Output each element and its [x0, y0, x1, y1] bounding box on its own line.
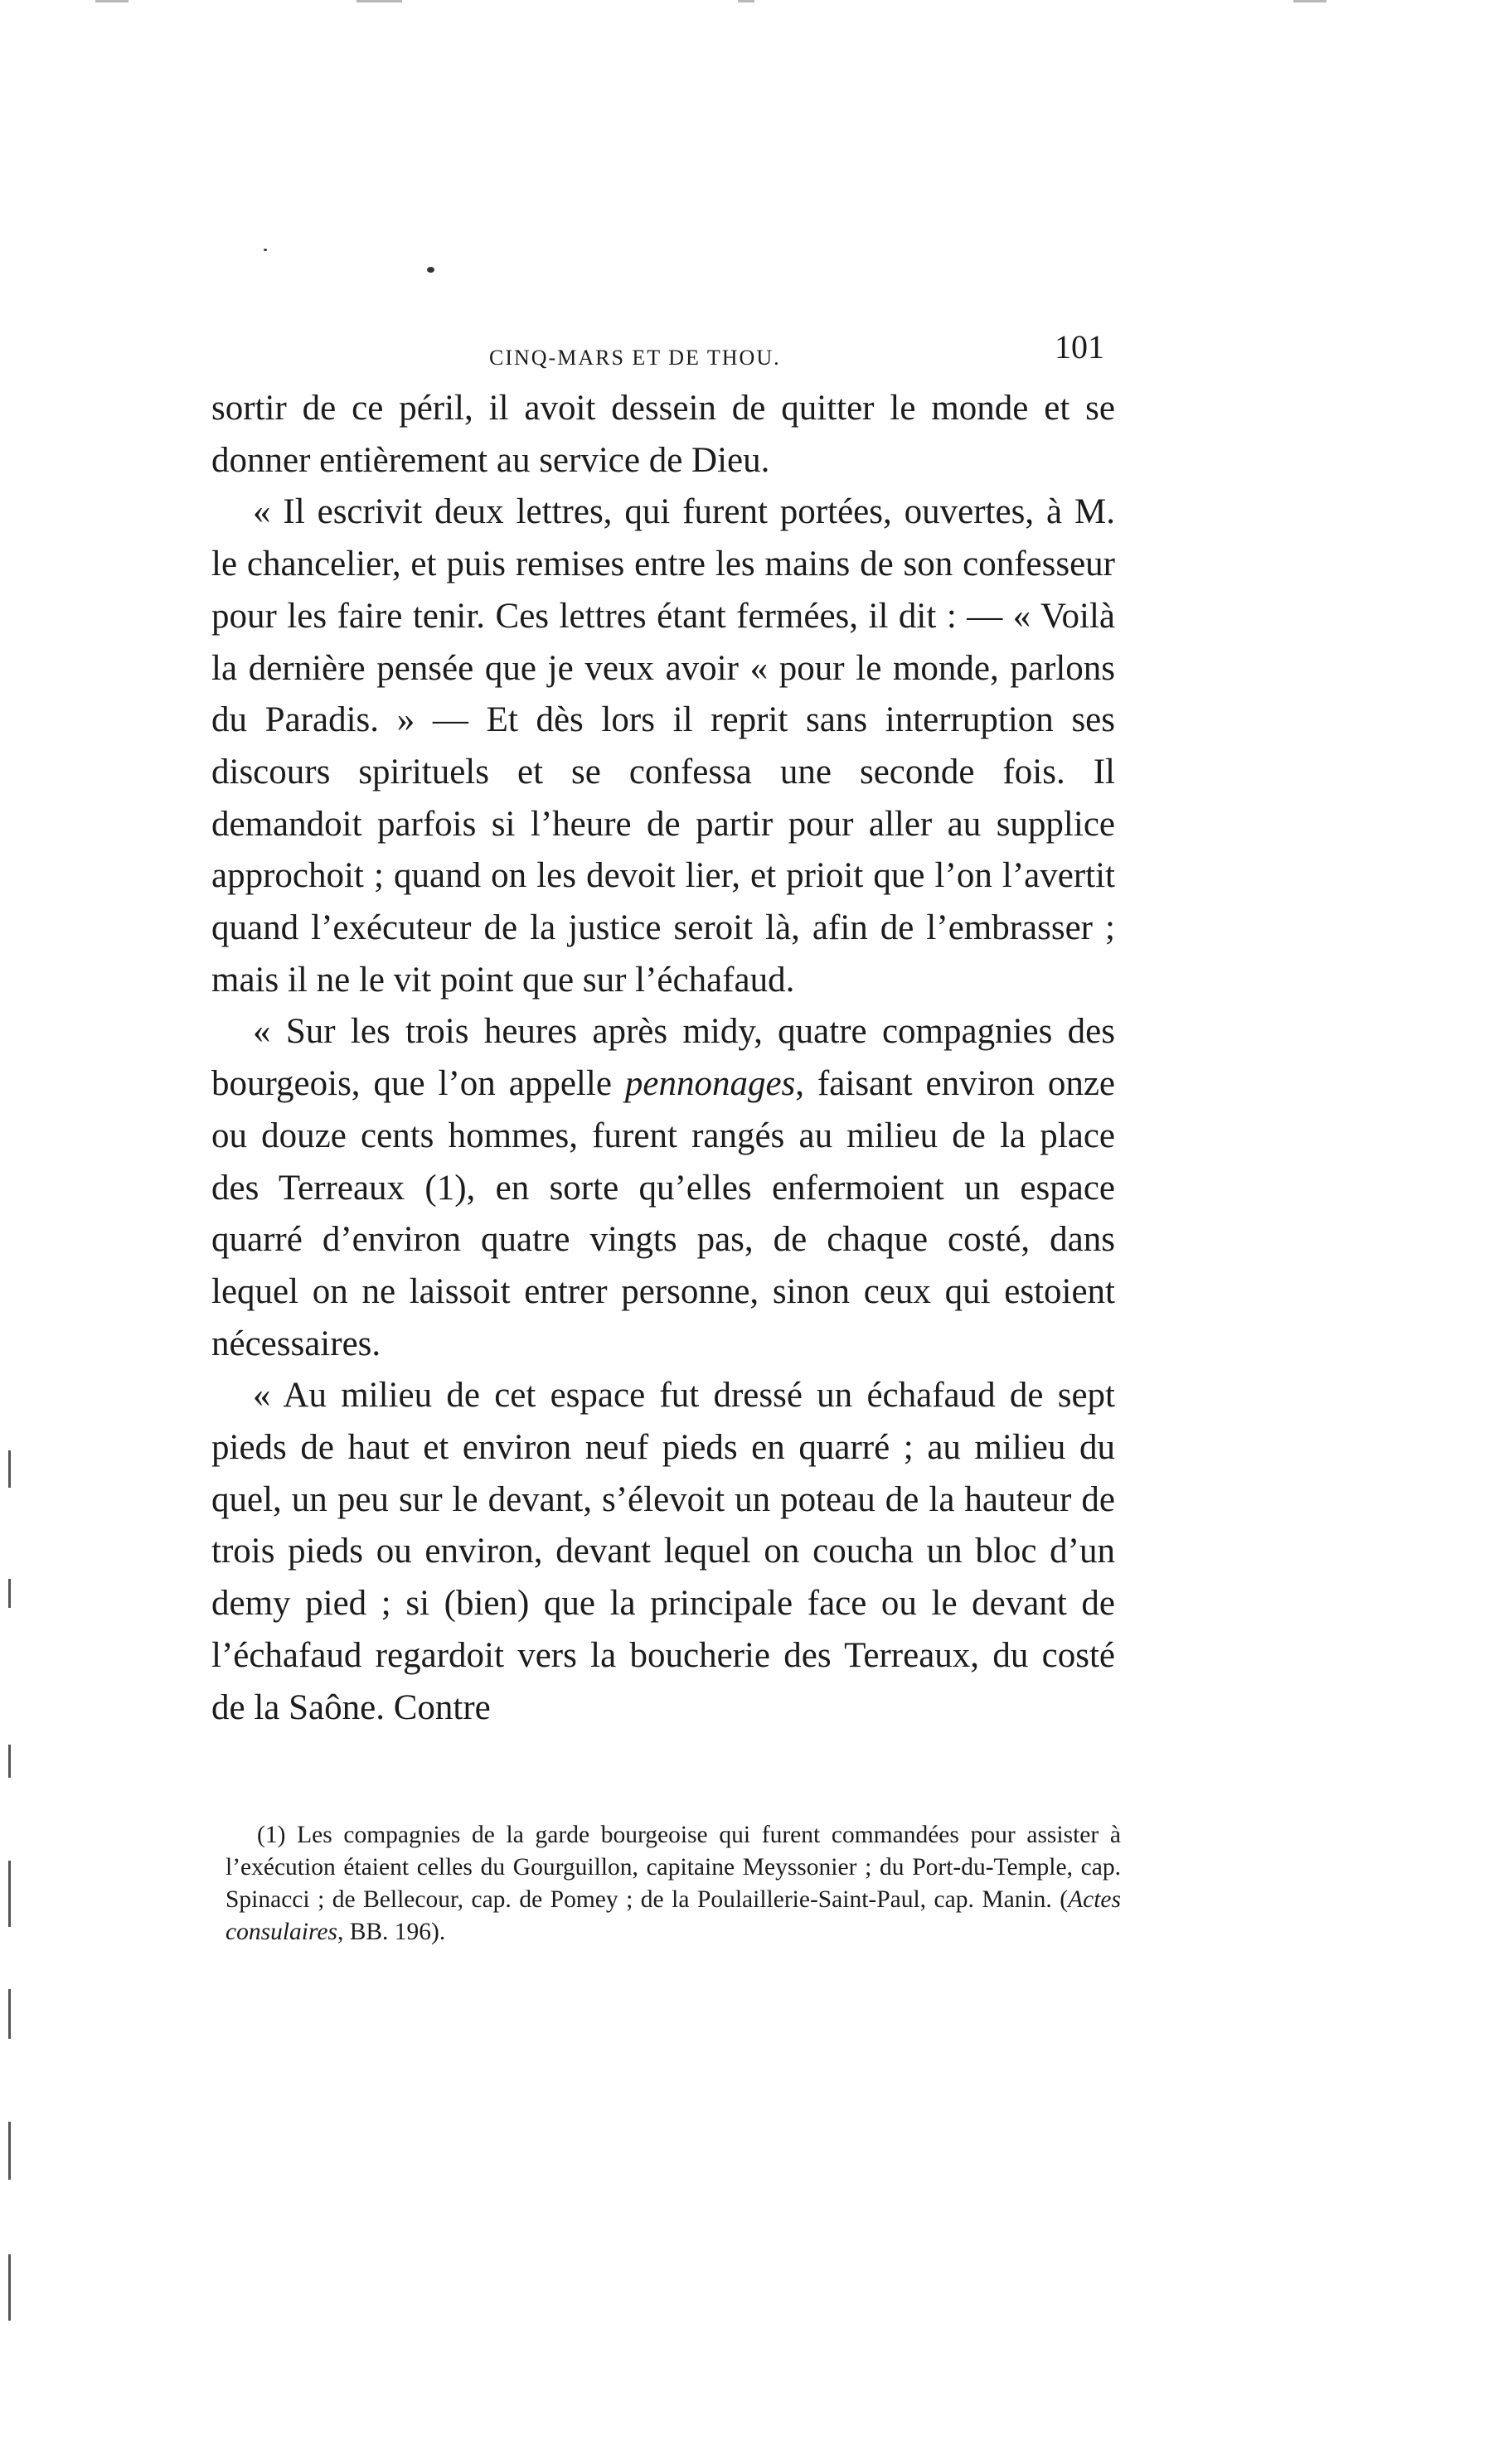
running-head: CINQ-MARS ET DE THOU.	[489, 346, 781, 370]
italic-term: pennonages	[624, 1064, 796, 1104]
paragraph-text: « Sur les trois heures après midy, quatre compagnies des bourgeois, que l’on appelle	[211, 1012, 1115, 1104]
paragraph-text: , faisant environ onze ou douze cents hommes, furent rangés au milieu de la place des Terreaux (1), en sorte qu’elles enfermoient un espace quarré d’environ quatre vingts pas, de chaque costé, dans lequel on ne laissoit entrer personne, sinon ceux qui estoient nécessaires.	[211, 1064, 1116, 1363]
margin-mark	[8, 2122, 11, 2180]
body-text	[211, 383, 1115, 1734]
scan-edge-mark	[1293, 0, 1327, 2]
margin-mark	[8, 1989, 11, 2039]
paragraph	[211, 1006, 1115, 1370]
page-number: 101	[1055, 328, 1104, 365]
margin-mark	[8, 1861, 11, 1927]
footnote-text: , BB. 196).	[337, 1919, 446, 1945]
margin-mark	[8, 2254, 11, 2321]
scan-edge-mark	[738, 0, 754, 2]
ink-speck	[264, 249, 267, 251]
footnote-text: (1) Les compagnies de la garde bourgeoise qui furent commandées pour assister à l’exécution étaient celles du Gourguillon, capitaine Meyssonier ; du Port-du-Temple, cap. Spinacci ; de Bellecour, cap. de Pomey ; de la Poulaillerie-Saint-Paul, cap. Manin. (	[226, 1822, 1121, 1913]
margin-mark	[8, 1745, 11, 1778]
page-header	[216, 327, 1109, 377]
scan-edge-mark	[356, 0, 402, 2]
ink-speck	[427, 267, 434, 273]
paragraph: « Au milieu de cet espace fut dressé un échafaud de sept pieds de haut et environ neuf pieds en quarré ; au milieu du quel, un peu sur le devant, s’élevoit un poteau de la hauteur de trois pieds ou environ, devant lequel on coucha un bloc d’un demy pied ; si (bien) que la principale face ou le devant de l’échafaud regardoit vers la boucherie des Terreaux, du costé de la Saône. Contre	[211, 1376, 1115, 1727]
paragraph: « Il escrivit deux lettres, qui furent portées, ouvertes, à M. le chancelier, et puis remises entre les mains de son confesseur pour les faire tenir. Ces lettres étant fermées, il dit : — « Voilà la dernière pensée que je veux avoir « pour le monde, parlons du Paradis. » — Et dès lors il reprit sans interruption ses discours spirituels et se confessa une seconde fois. Il demandoit parfois si l’heure de partir pour aller au supplice approchoit ; quand on les devoit lier, et prioit que l’on l’avertit quand l’exécuteur de la justice seroit là, afin de l’embrasser ; mais il ne le vit point que sur l’échafaud.	[211, 492, 1115, 1000]
footnote	[226, 1819, 1121, 1948]
footnote-source-title: Actes consulaires	[226, 1886, 1121, 1945]
margin-mark	[8, 1579, 11, 1608]
footnotes	[226, 1819, 1121, 1948]
scan-edge-mark	[95, 0, 129, 2]
margin-mark	[8, 1450, 11, 1488]
paragraph: sortir de ce péril, il avoit dessein de quitter le monde et se donner entièrement au service de Dieu.	[211, 389, 1115, 480]
